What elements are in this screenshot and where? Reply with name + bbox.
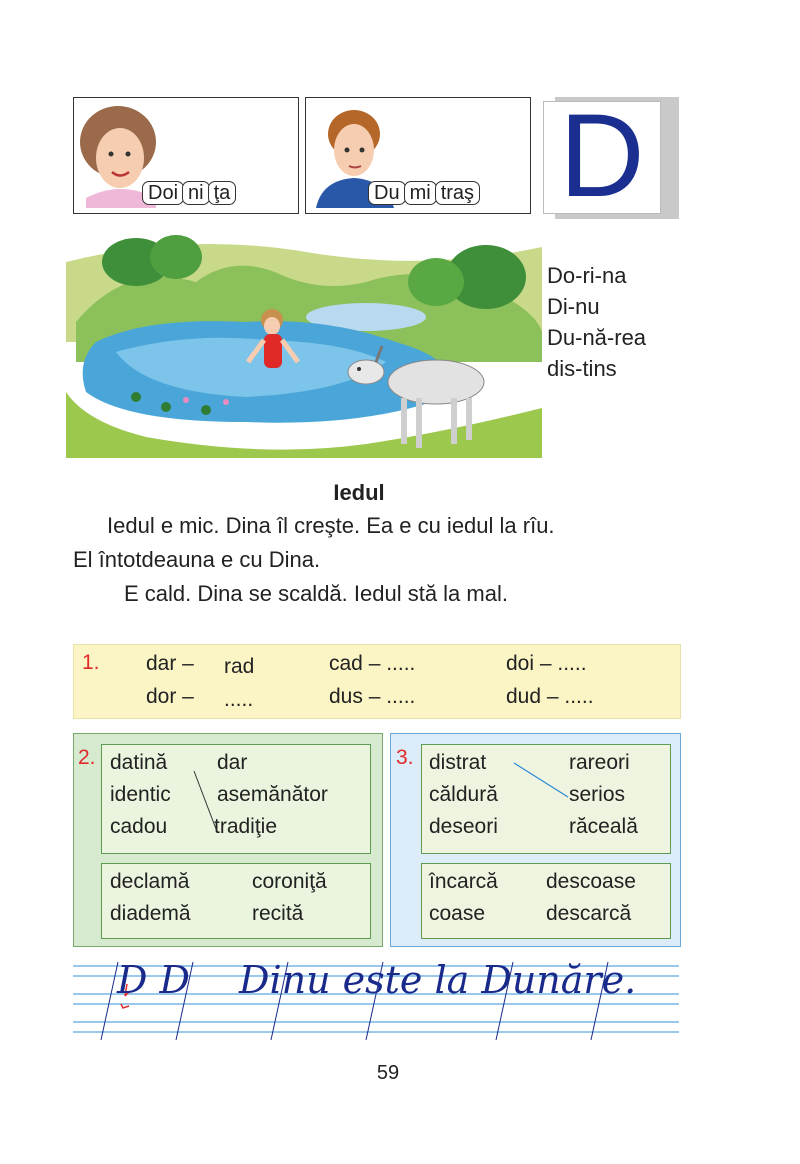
story-line: Iedul e mic. Dina îl creşte. Ea e cu iedul la rîu. <box>107 513 555 538</box>
word-left: căldură <box>429 783 498 806</box>
word-pair: doi – ..... <box>506 652 587 675</box>
handwriting-sentence: Dinu este la Dunăre. <box>239 958 637 1002</box>
syllable: traş <box>435 181 480 205</box>
word-right: dar <box>217 751 248 774</box>
word-item: Du-nă-rea <box>547 325 647 350</box>
word-left: datină <box>110 751 168 774</box>
word-left: distrat <box>429 751 487 774</box>
word-left: identic <box>110 783 171 806</box>
portrait-card-doinita <box>73 97 299 214</box>
word-left: cadou <box>110 815 168 838</box>
exercise-1-box <box>73 644 681 719</box>
word-item: dis-tins <box>547 356 617 381</box>
word-right: asemănător <box>217 783 328 806</box>
syllable-row <box>144 181 236 205</box>
exercise-3-box <box>390 733 681 947</box>
exercise-number: 1. <box>82 651 100 674</box>
word-right: serios <box>569 783 626 806</box>
word-right: descoase <box>546 870 636 893</box>
story-line: El întotdeauna e cu Dina. <box>73 547 321 572</box>
word-left: diademă <box>110 902 191 925</box>
word-left: deseori <box>429 815 498 838</box>
word-left: încarcă <box>429 870 498 893</box>
syllable: mi <box>404 181 437 205</box>
match-line <box>422 745 670 853</box>
synonym-box-2 <box>101 863 371 939</box>
lake-landscape-illustration <box>66 222 542 458</box>
word-right: recită <box>252 902 304 925</box>
word-pair-answer: rad <box>224 655 255 678</box>
syllable: ni <box>182 181 210 205</box>
word-right: tradiţie <box>214 815 278 838</box>
word-pair: dar – <box>146 652 194 675</box>
syllable: Du <box>368 181 406 205</box>
syllabified-word-list <box>547 260 646 384</box>
word-pair: dus – ..... <box>329 685 416 708</box>
word-left: declamă <box>110 870 190 893</box>
match-line <box>102 745 370 853</box>
word-right: răceală <box>569 815 638 838</box>
handwriting-letters: D D <box>117 958 191 1002</box>
syllable-row <box>370 181 480 205</box>
syllable: Doi <box>142 181 184 205</box>
word-item: Do-ri-na <box>547 263 627 288</box>
antonym-match-box <box>421 744 671 854</box>
story-title: Iedul <box>333 480 385 505</box>
word-right: rareori <box>569 751 630 774</box>
word-right: descarcă <box>546 902 632 925</box>
antonym-box-2 <box>421 863 671 939</box>
word-item: Di-nu <box>547 294 600 319</box>
exercise-number: 2. <box>78 746 96 769</box>
word-pair: dud – ..... <box>506 685 594 708</box>
synonym-match-box <box>101 744 371 854</box>
word-pair: cad – ..... <box>329 652 416 675</box>
word-left: coase <box>429 902 486 925</box>
story-line: E cald. Dina se scaldă. Iedul stă la mal. <box>124 581 508 606</box>
big-letter-card <box>543 89 661 222</box>
page-number: 59 <box>376 1062 400 1084</box>
word-pair: dor – <box>146 685 194 708</box>
portrait-card-dumitras <box>305 97 531 214</box>
big-letter: D <box>559 89 645 222</box>
word-right: coroniţă <box>252 870 327 893</box>
syllable: ţa <box>208 181 237 205</box>
exercise-number: 3. <box>396 746 414 769</box>
word-pair-answer: ..... <box>224 688 254 711</box>
exercise-2-box <box>73 733 383 947</box>
handwriting-practice <box>73 960 679 1040</box>
